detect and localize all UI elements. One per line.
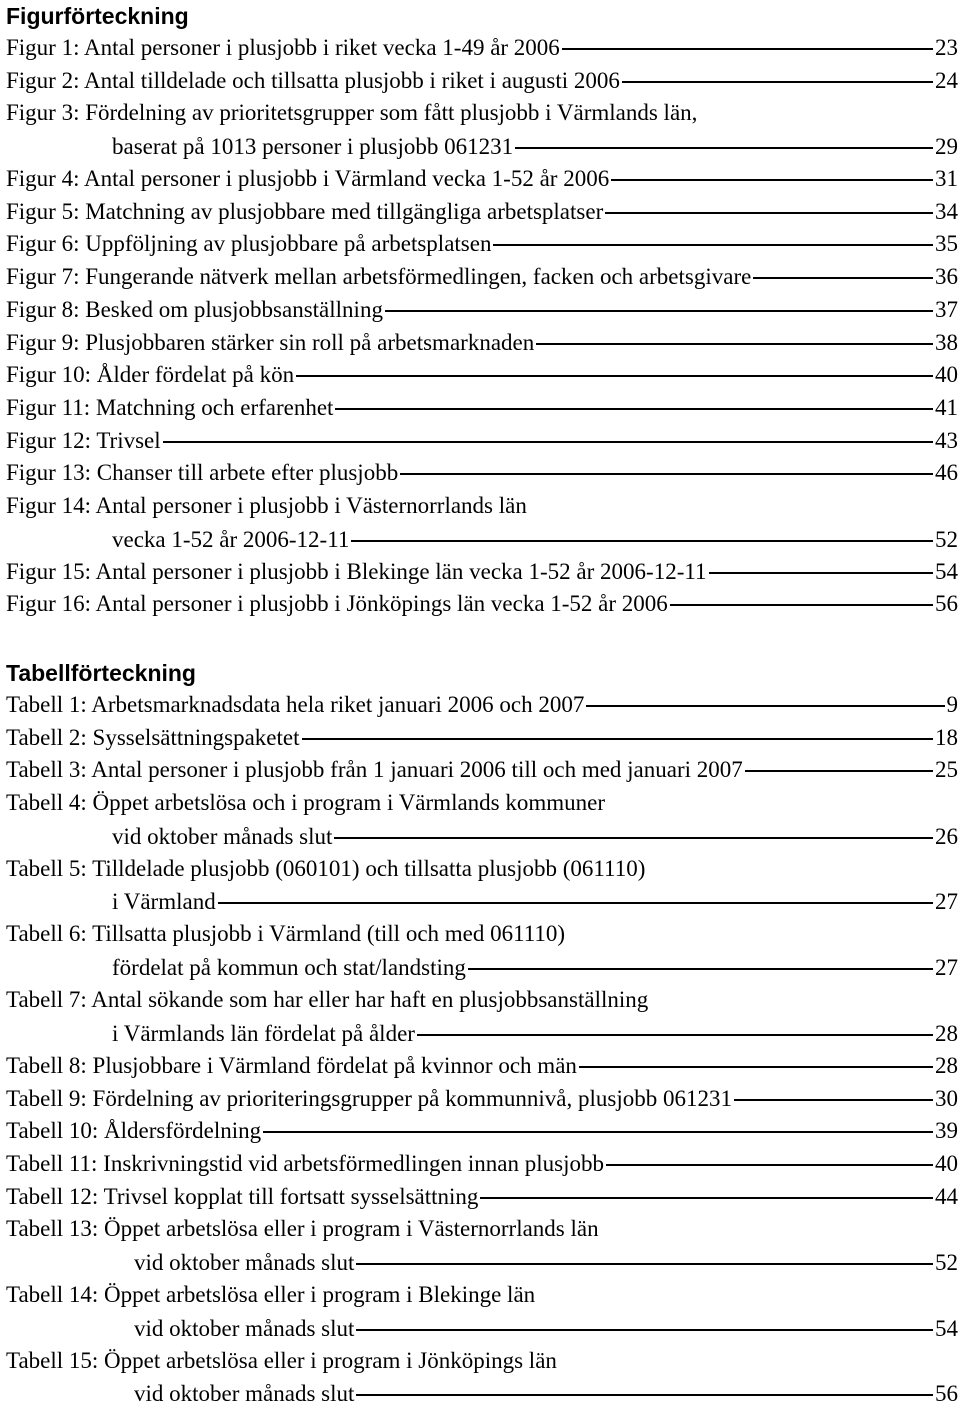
entry-title: vid oktober månads slut bbox=[134, 1315, 355, 1341]
entry-title: Figur 15: Antal personer i plusjobb i Blekinge län vecka 1-52 år 2006-12-11 bbox=[6, 558, 707, 584]
table-entry[interactable] bbox=[6, 1213, 958, 1279]
entry-title: i Värmland bbox=[112, 889, 216, 915]
leader-line bbox=[515, 147, 933, 149]
entry-line bbox=[6, 97, 958, 130]
figure-entry[interactable] bbox=[6, 392, 958, 425]
entry-title: Tabell 1: Arbetsmarknadsdata hela riket januari 2006 och 2007 bbox=[6, 692, 585, 717]
page-number: 44 bbox=[935, 1183, 958, 1209]
figure-entry[interactable] bbox=[6, 327, 958, 360]
entry-continuation-line bbox=[6, 885, 958, 918]
entry-line bbox=[6, 984, 958, 1017]
entry-line bbox=[6, 853, 958, 886]
leader-line bbox=[468, 968, 933, 970]
leader-line bbox=[586, 705, 944, 707]
leader-line bbox=[536, 343, 933, 345]
document-page bbox=[6, 0, 958, 1410]
page-number: 9 bbox=[946, 692, 958, 717]
leader-line bbox=[734, 1099, 933, 1101]
figure-entry[interactable] bbox=[6, 228, 958, 261]
leader-line bbox=[163, 441, 933, 443]
entry-line bbox=[6, 787, 958, 820]
entry-continuation-line bbox=[6, 1017, 958, 1050]
leader-line bbox=[302, 738, 933, 740]
entry-line bbox=[6, 1279, 958, 1312]
entry-title: Tabell 9: Fördelning av prioriteringsgrupper på kommunnivå, plusjobb 061231 bbox=[6, 1085, 732, 1111]
entry-continuation-line bbox=[6, 1377, 958, 1410]
leader-line bbox=[296, 375, 933, 377]
leader-line bbox=[385, 310, 933, 312]
page-number: 23 bbox=[935, 35, 958, 60]
page-number: 26 bbox=[935, 823, 958, 849]
entry-title: Figur 7: Fungerande nätverk mellan arbetsförmedlingen, facken och arbetsgivare bbox=[6, 264, 752, 290]
entry-line bbox=[6, 1083, 958, 1116]
figure-entry[interactable] bbox=[6, 490, 958, 556]
entry-title: Figur 1: Antal personer i plusjobb i riket vecka 1-49 år 2006 bbox=[6, 35, 560, 60]
page-number: 39 bbox=[935, 1118, 958, 1144]
leader-line bbox=[218, 902, 933, 904]
table-entry[interactable] bbox=[6, 722, 958, 755]
entry-title: Figur 12: Trivsel bbox=[6, 427, 161, 453]
entry-title: Tabell 10: Åldersfördelning bbox=[6, 1118, 262, 1144]
page-number: 28 bbox=[935, 1020, 958, 1046]
page-number: 24 bbox=[935, 67, 958, 93]
entry-title: vid oktober månads slut bbox=[134, 1381, 355, 1407]
figure-entry[interactable] bbox=[6, 65, 958, 98]
entry-title: Figur 14: Antal personer i plusjobb i Västernorrlands län bbox=[6, 492, 527, 518]
leader-line bbox=[356, 1329, 933, 1331]
entry-title: Tabell 4: Öppet arbetslösa och i program i Värmlands kommuner bbox=[6, 790, 606, 816]
figure-entry[interactable] bbox=[6, 359, 958, 392]
entry-title: Figur 6: Uppföljning av plusjobbare på arbetsplatsen bbox=[6, 231, 492, 257]
entry-line bbox=[6, 918, 958, 951]
page-number: 52 bbox=[935, 1249, 958, 1275]
leader-line bbox=[493, 244, 933, 246]
leader-line bbox=[356, 1263, 933, 1265]
figure-entry[interactable] bbox=[6, 425, 958, 458]
page-number: 54 bbox=[935, 558, 958, 584]
entry-line bbox=[6, 1181, 958, 1214]
entry-line bbox=[6, 490, 958, 523]
entry-title: fördelat på kommun och stat/landsting bbox=[112, 955, 466, 981]
entry-line bbox=[6, 294, 958, 327]
entry-line bbox=[6, 1345, 958, 1378]
table-entry[interactable] bbox=[6, 787, 958, 853]
figure-list bbox=[6, 32, 958, 621]
figure-entry[interactable] bbox=[6, 163, 958, 196]
page-number: 54 bbox=[935, 1315, 958, 1341]
entry-line bbox=[6, 228, 958, 261]
leader-line bbox=[579, 1066, 933, 1068]
entry-title: Figur 2: Antal tilldelade och tillsatta plusjobb i riket i augusti 2006 bbox=[6, 67, 620, 93]
page-number: 40 bbox=[935, 1150, 958, 1176]
table-entry[interactable] bbox=[6, 1181, 958, 1214]
table-entry[interactable] bbox=[6, 754, 958, 787]
leader-line bbox=[334, 837, 933, 839]
entry-title: Figur 8: Besked om plusjobbsanställning bbox=[6, 296, 383, 322]
entry-title: Tabell 3: Antal personer i plusjobb från 1 januari 2006 till och med januari 2007 bbox=[6, 757, 743, 783]
entry-title: Tabell 12: Trivsel kopplat till fortsatt sysselsättning bbox=[6, 1183, 479, 1209]
entry-line bbox=[6, 588, 958, 621]
leader-line bbox=[745, 770, 933, 772]
entry-line bbox=[6, 457, 958, 490]
entry-continuation-line bbox=[6, 130, 958, 163]
page-number: 30 bbox=[935, 1085, 958, 1111]
page-number: 35 bbox=[935, 231, 958, 257]
entry-continuation-line bbox=[6, 1312, 958, 1345]
page-number: 34 bbox=[935, 198, 958, 224]
leader-line bbox=[400, 473, 933, 475]
entry-title: Figur 10: Ålder fördelat på kön bbox=[6, 362, 295, 388]
table-entry[interactable] bbox=[6, 1115, 958, 1148]
entry-line bbox=[6, 392, 958, 425]
entry-title: Figur 11: Matchning och erfarenhet bbox=[6, 394, 334, 420]
entry-line bbox=[6, 425, 958, 458]
page-number: 46 bbox=[935, 460, 958, 486]
leader-line bbox=[335, 408, 933, 410]
table-entry[interactable] bbox=[6, 1148, 958, 1181]
entry-title: Tabell 8: Plusjobbare i Värmland fördelat på kvinnor och män bbox=[6, 1052, 577, 1078]
leader-line bbox=[263, 1131, 933, 1133]
figure-entry[interactable] bbox=[6, 196, 958, 229]
table-entry[interactable] bbox=[6, 1050, 958, 1083]
entry-title: Figur 5: Matchning av plusjobbare med tillgängliga arbetsplatser bbox=[6, 198, 604, 224]
entry-line bbox=[6, 689, 958, 722]
table-entry[interactable] bbox=[6, 853, 958, 919]
figure-entry[interactable] bbox=[6, 32, 958, 65]
entry-title: Tabell 15: Öppet arbetslösa eller i program i Jönköpings län bbox=[6, 1347, 557, 1373]
page-number: 56 bbox=[935, 1381, 958, 1407]
entry-title: vid oktober månads slut bbox=[134, 1249, 355, 1275]
table-entry[interactable] bbox=[6, 689, 958, 722]
page-number: 25 bbox=[935, 757, 958, 783]
entry-title: baserat på 1013 personer i plusjobb 061231 bbox=[112, 134, 514, 160]
entry-line bbox=[6, 556, 958, 589]
table-entry[interactable] bbox=[6, 918, 958, 984]
page-number: 52 bbox=[935, 526, 958, 552]
figure-entry[interactable] bbox=[6, 556, 958, 589]
entry-line bbox=[6, 32, 958, 65]
table-entry[interactable] bbox=[6, 1345, 958, 1410]
page-number: 40 bbox=[935, 362, 958, 388]
leader-line bbox=[562, 48, 933, 50]
entry-continuation-line bbox=[6, 523, 958, 556]
entry-line bbox=[6, 196, 958, 229]
page-number: 36 bbox=[935, 264, 958, 290]
table-entry[interactable] bbox=[6, 1083, 958, 1116]
entry-title: vid oktober månads slut bbox=[112, 823, 333, 849]
leader-line bbox=[670, 604, 933, 606]
table-entry[interactable] bbox=[6, 1279, 958, 1345]
entry-line bbox=[6, 261, 958, 294]
page-number: 28 bbox=[935, 1052, 958, 1078]
table-list-heading: Tabellförteckning bbox=[6, 660, 196, 686]
page-number: 56 bbox=[935, 591, 958, 617]
figure-entry[interactable] bbox=[6, 261, 958, 294]
leader-line bbox=[622, 81, 933, 83]
page-number: 41 bbox=[935, 394, 958, 420]
entry-title: Figur 4: Antal personer i plusjobb i Värmland vecka 1-52 år 2006 bbox=[6, 166, 610, 192]
entry-line bbox=[6, 754, 958, 787]
entry-continuation-line bbox=[6, 951, 958, 984]
entry-title: Figur 16: Antal personer i plusjobb i Jönköpings län vecka 1-52 år 2006 bbox=[6, 591, 668, 617]
leader-line bbox=[356, 1394, 933, 1396]
page-number: 27 bbox=[935, 955, 958, 981]
entry-title: Figur 13: Chanser till arbete efter plusjobb bbox=[6, 460, 399, 486]
page-number: 18 bbox=[935, 724, 958, 750]
leader-line bbox=[606, 1164, 933, 1166]
page-number: 27 bbox=[935, 889, 958, 915]
figure-entry[interactable] bbox=[6, 457, 958, 490]
entry-line bbox=[6, 1050, 958, 1083]
entry-line bbox=[6, 1115, 958, 1148]
entry-line bbox=[6, 1213, 958, 1246]
entry-title: Figur 3: Fördelning av prioritetsgrupper som fått plusjobb i Värmlands län, bbox=[6, 100, 698, 126]
figure-entry[interactable] bbox=[6, 294, 958, 327]
leader-line bbox=[709, 572, 933, 574]
entry-title: Tabell 5: Tilldelade plusjobb (060101) och tillsatta plusjobb (061110) bbox=[6, 855, 646, 881]
page-number: 29 bbox=[935, 134, 958, 160]
entry-title: Tabell 6: Tillsatta plusjobb i Värmland (till och med 061110) bbox=[6, 921, 566, 947]
page-number: 38 bbox=[935, 329, 958, 355]
leader-line bbox=[480, 1197, 933, 1199]
entry-line bbox=[6, 65, 958, 98]
leader-line bbox=[351, 540, 933, 542]
page-number: 37 bbox=[935, 296, 958, 322]
leader-line bbox=[417, 1034, 933, 1036]
entry-continuation-line bbox=[6, 820, 958, 853]
page-number: 31 bbox=[935, 166, 958, 192]
entry-line bbox=[6, 359, 958, 392]
entry-title: Tabell 7: Antal sökande som har eller har haft en plusjobbsanställning bbox=[6, 987, 649, 1013]
entry-title: Tabell 13: Öppet arbetslösa eller i program i Västernorrlands län bbox=[6, 1216, 599, 1242]
entry-line bbox=[6, 1148, 958, 1181]
entry-continuation-line bbox=[6, 1246, 958, 1279]
figure-list-heading: Figurförteckning bbox=[6, 3, 189, 29]
page-number: 43 bbox=[935, 427, 958, 453]
entry-line bbox=[6, 163, 958, 196]
entry-title: Tabell 14: Öppet arbetslösa eller i program i Blekinge län bbox=[6, 1281, 536, 1307]
section-gap bbox=[6, 621, 958, 657]
entry-title: vecka 1-52 år 2006-12-11 bbox=[112, 526, 350, 552]
entry-line bbox=[6, 722, 958, 755]
leader-line bbox=[611, 179, 933, 181]
figure-entry[interactable] bbox=[6, 97, 958, 163]
table-list bbox=[6, 689, 958, 1410]
entry-title: Tabell 11: Inskrivningstid vid arbetsförmedlingen innan plusjobb bbox=[6, 1150, 604, 1176]
leader-line bbox=[753, 277, 933, 279]
leader-line bbox=[605, 212, 933, 214]
entry-line bbox=[6, 327, 958, 360]
entry-title: Tabell 2: Sysselsättningspaketet bbox=[6, 724, 300, 750]
table-entry[interactable] bbox=[6, 984, 958, 1050]
entry-title: Figur 9: Plusjobbaren stärker sin roll på arbetsmarknaden bbox=[6, 329, 535, 355]
entry-title: i Värmlands län fördelat på ålder bbox=[112, 1020, 415, 1046]
figure-entry[interactable] bbox=[6, 588, 958, 621]
